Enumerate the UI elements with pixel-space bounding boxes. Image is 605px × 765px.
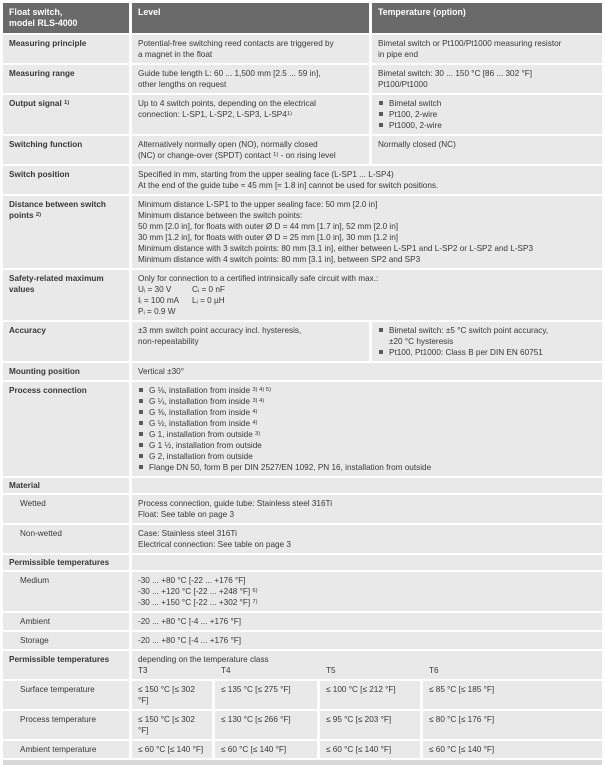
- cell-content: -20 ... +80 °C [-4 ... +176 °F]: [132, 613, 602, 630]
- section-label: Material: [3, 478, 129, 493]
- bullet-square-icon: [379, 112, 383, 116]
- bullet-square-icon: [379, 350, 383, 354]
- footnote-marker: 4): [252, 409, 258, 415]
- cell-level: ±3 mm switch point accuracy incl. hysteresis, non-repeatability: [132, 322, 369, 361]
- model-title-line1: Float switch,: [9, 7, 63, 17]
- header-temperature-cell: Temperature (option): [372, 3, 602, 33]
- row-label: Process temperature: [3, 711, 129, 739]
- list-item: Pt100, 2-wire: [378, 109, 596, 120]
- cell-t4: ≤ 135 °C [≤ 275 °F]: [215, 681, 317, 709]
- model-title-line2: model RLS-4000: [9, 18, 78, 28]
- row-measuring-range: [3, 65, 602, 93]
- class-header-t6: T6: [429, 666, 439, 675]
- cell-t4: ≤ 130 °C [≤ 266 °F]: [215, 711, 317, 739]
- header-model-cell: [3, 3, 129, 33]
- cell-content: Process connection, guide tube: Stainless steel 316Ti Float: See table on page 3: [132, 495, 602, 523]
- section-material: [3, 478, 602, 493]
- list-item: G ¼, installation from inside $^{3) 4)}$: [138, 396, 596, 407]
- row-label: Ambient temperature: [3, 741, 129, 758]
- row-accuracy: [3, 322, 602, 361]
- row-label: Safety-related maximum values: [3, 270, 129, 320]
- list-item: Bimetal switch: ±5 °C switch point accuracy, ±20 °C hysteresis: [378, 325, 596, 347]
- list-item: G ½, installation from inside $^{4)}$: [138, 418, 596, 429]
- cell-level: Guide tube length L: 60 ... 1,500 mm [2.5 ... 59 in], other lengths on request: [132, 65, 369, 93]
- footnote-marker: 1): [273, 152, 279, 158]
- bullet-square-icon: [139, 454, 143, 458]
- safety-value: Pᵢ = 0.9 W: [138, 307, 176, 316]
- bullet-square-icon: [379, 101, 383, 105]
- cell-t5: ≤ 60 °C [≤ 140 °F]: [320, 741, 420, 758]
- bullet-square-icon: [139, 410, 143, 414]
- list-item: Flange DN 50, form B per DIN 2527/EN 1092, PN 16, installation from outside: [138, 462, 596, 473]
- cell-temperature: Normally closed (NC): [372, 136, 602, 164]
- class-header-t4: T4: [221, 666, 231, 675]
- cell-temperature: [372, 322, 602, 361]
- row-mounting-position: [3, 363, 602, 380]
- cell-content: -20 ... +80 °C [-4 ... +176 °F]: [132, 632, 602, 649]
- row-distance-switch-points: [3, 196, 602, 268]
- cell-content: depending on the temperature class T3 T4 T5 T6: [132, 651, 602, 679]
- row-output-signal: [3, 95, 602, 134]
- temperature-class-headers: [138, 665, 596, 676]
- bullet-square-icon: [379, 123, 383, 127]
- row-label: Non-wetted: [3, 525, 129, 553]
- row-switch-position: [3, 166, 602, 194]
- safety-values-grid: [138, 284, 268, 317]
- cell-t5: ≤ 95 °C [≤ 203 °F]: [320, 711, 420, 739]
- cell-t4: ≤ 60 °C [≤ 140 °F]: [215, 741, 317, 758]
- cell-level: Alternatively normally open (NO), normally closed (NC) or change-over (SPDT) contact $^{1)}$ - on rising level: [132, 136, 369, 164]
- section-filler: [132, 478, 602, 493]
- section-permissible-temperatures: [3, 555, 602, 570]
- row-label: Accuracy: [3, 322, 129, 361]
- row-label: Wetted: [3, 495, 129, 523]
- row-label: Measuring range: [3, 65, 129, 93]
- list-item: Pt1000, 2-wire: [378, 120, 596, 131]
- row-label: Distance between switch points $^{2)}$: [3, 196, 129, 268]
- cell-t6: ≤ 80 °C [≤ 176 °F]: [423, 711, 602, 739]
- cell-level: Potential-free switching reed contacts are triggered by a magnet in the float: [132, 35, 369, 63]
- row-label: Medium: [3, 572, 129, 611]
- row-switching-function: [3, 136, 602, 164]
- cell-t5: ≤ 100 °C [≤ 212 °F]: [320, 681, 420, 709]
- bullet-square-icon: [139, 421, 143, 425]
- next-row-edge: [3, 760, 602, 765]
- table-header-row: [3, 3, 602, 33]
- safety-value: Cᵢ = 0 nF: [192, 285, 225, 294]
- section-label: Permissible temperatures: [3, 555, 129, 570]
- safety-value: Iᵢ = 100 mA: [138, 296, 180, 305]
- row-label: Measuring principle: [3, 35, 129, 63]
- row-label: Switching function: [3, 136, 129, 164]
- footnote-marker: 7): [252, 599, 258, 605]
- list-item: G ⅜, installation from inside $^{4)}$: [138, 407, 596, 418]
- row-ambient-temperature: [3, 741, 602, 758]
- cell-content: Case: Stainless steel 316Ti Electrical connection: See table on page 3: [132, 525, 602, 553]
- footnote-marker: 3) 4) 5): [252, 387, 271, 393]
- bullet-square-icon: [139, 432, 143, 436]
- cell-content: Only for connection to a certified intrinsically safe circuit with max.: Uᵢ = 30 V Cᵢ = 0 nF Iᵢ = 100 mA Lᵢ = 0 µH Pᵢ = 0.9 W: [132, 270, 602, 320]
- bullet-square-icon: [139, 388, 143, 392]
- row-storage: [3, 632, 602, 649]
- list-item: G 1, installation from outside $^{3)}$: [138, 429, 596, 440]
- row-label: Ambient: [3, 613, 129, 630]
- row-label: Permissible temperatures: [3, 651, 129, 679]
- row-safety-values: [3, 270, 602, 320]
- cell-temperature: Bimetal switch: 30 ... 150 °C [86 ... 302 °F] Pt100/Pt1000: [372, 65, 602, 93]
- cell-level: Up to 4 switch points, depending on the electrical connection: L-SP1, L-SP2, L-SP3, L-SP4$^{1)}$: [132, 95, 369, 134]
- bullet-square-icon: [139, 443, 143, 447]
- cell-temperature: Bimetal switch or Pt100/Pt1000 measuring resistor in pipe end: [372, 35, 602, 63]
- cell-temperature: [372, 95, 602, 134]
- list-item: Pt100, Pt1000: Class B per DIN EN 60751: [378, 347, 596, 358]
- class-header-t3: T3: [138, 666, 148, 675]
- footnote-marker: 3): [255, 431, 261, 437]
- row-label: Storage: [3, 632, 129, 649]
- row-surface-temperature: [3, 681, 602, 709]
- row-label: Process connection: [3, 382, 129, 476]
- row-non-wetted: [3, 525, 602, 553]
- row-process-temperature: [3, 711, 602, 739]
- cell-content: Vertical ±30°: [132, 363, 602, 380]
- bullet-square-icon: [139, 465, 143, 469]
- list-item: G 2, installation from outside: [138, 451, 596, 462]
- row-medium: [3, 572, 602, 611]
- cell-content: Specified in mm, starting from the upper sealing face (L-SP1 ... L-SP4) At the end of the guide tube ≈ 45 mm [≈ 1.8 in] cannot be used for switch positions.: [132, 166, 602, 194]
- row-ambient: [3, 613, 602, 630]
- list-item: G 1 ½, installation from outside: [138, 440, 596, 451]
- row-label: Output signal $^{1)}$: [3, 95, 129, 134]
- safety-value: Uᵢ = 30 V: [138, 285, 172, 294]
- list-item: G ⅛, installation from inside $^{3) 4) 5)}$: [138, 385, 596, 396]
- row-temperature-class: [3, 651, 602, 679]
- cell-t6: ≤ 85 °C [≤ 185 °F]: [423, 681, 602, 709]
- cell-t3: ≤ 60 °C [≤ 140 °F]: [132, 741, 212, 758]
- row-measuring-principle: [3, 35, 602, 63]
- footnote-marker: 1): [64, 100, 70, 106]
- footnote-marker: 2): [35, 212, 41, 218]
- cell-t3: ≤ 150 °C [≤ 302 °F]: [132, 711, 212, 739]
- cell-t3: ≤ 150 °C [≤ 302 °F]: [132, 681, 212, 709]
- footnote-marker: 3) 4): [252, 398, 265, 404]
- class-header-t5: T5: [326, 666, 336, 675]
- section-filler: [132, 555, 602, 570]
- cell-t6: ≤ 60 °C [≤ 140 °F]: [423, 741, 602, 758]
- footnote-marker: 4): [252, 420, 258, 426]
- bullet-square-icon: [139, 399, 143, 403]
- cell-content: -30 ... +80 °C [-22 ... +176 °F] -30 ... +120 °C [-22 ... +248 °F] $^{6)}$ -30 ... +150 °C [-22 ... +302 °F] $^{7)}$: [132, 572, 602, 611]
- header-level-cell: Level: [132, 3, 369, 33]
- row-wetted: [3, 495, 602, 523]
- row-process-connection: [3, 382, 602, 476]
- bullet-square-icon: [379, 328, 383, 332]
- row-label: Surface temperature: [3, 681, 129, 709]
- row-label: Switch position: [3, 166, 129, 194]
- list-item: Bimetal switch: [378, 98, 596, 109]
- footnote-marker: 6): [252, 588, 258, 594]
- cell-content: Minimum distance L-SP1 to the upper sealing face: 50 mm [2.0 in] Minimum distance between the switch points: 50 mm [2.0 in], for floats with outer Ø D = 44 mm [1.7 in], 52 mm [2.0 in] 30 mm [1.2 in], for floats with outer Ø D = 25 mm [1.0 in], 30 mm [1.2 in] Minimum distance with 3 switch points: 80 mm [3.1 in], either between L-SP1 and L-SP2 or L-SP2 and L-SP3 Minimum distance with 4 switch points: 80 mm [3.1 in], between SP2 and SP3: [132, 196, 602, 268]
- row-label: Mounting position: [3, 363, 129, 380]
- safety-value: Lᵢ = 0 µH: [192, 296, 225, 305]
- cell-content: [132, 382, 602, 476]
- footnote-marker: 1): [286, 111, 292, 117]
